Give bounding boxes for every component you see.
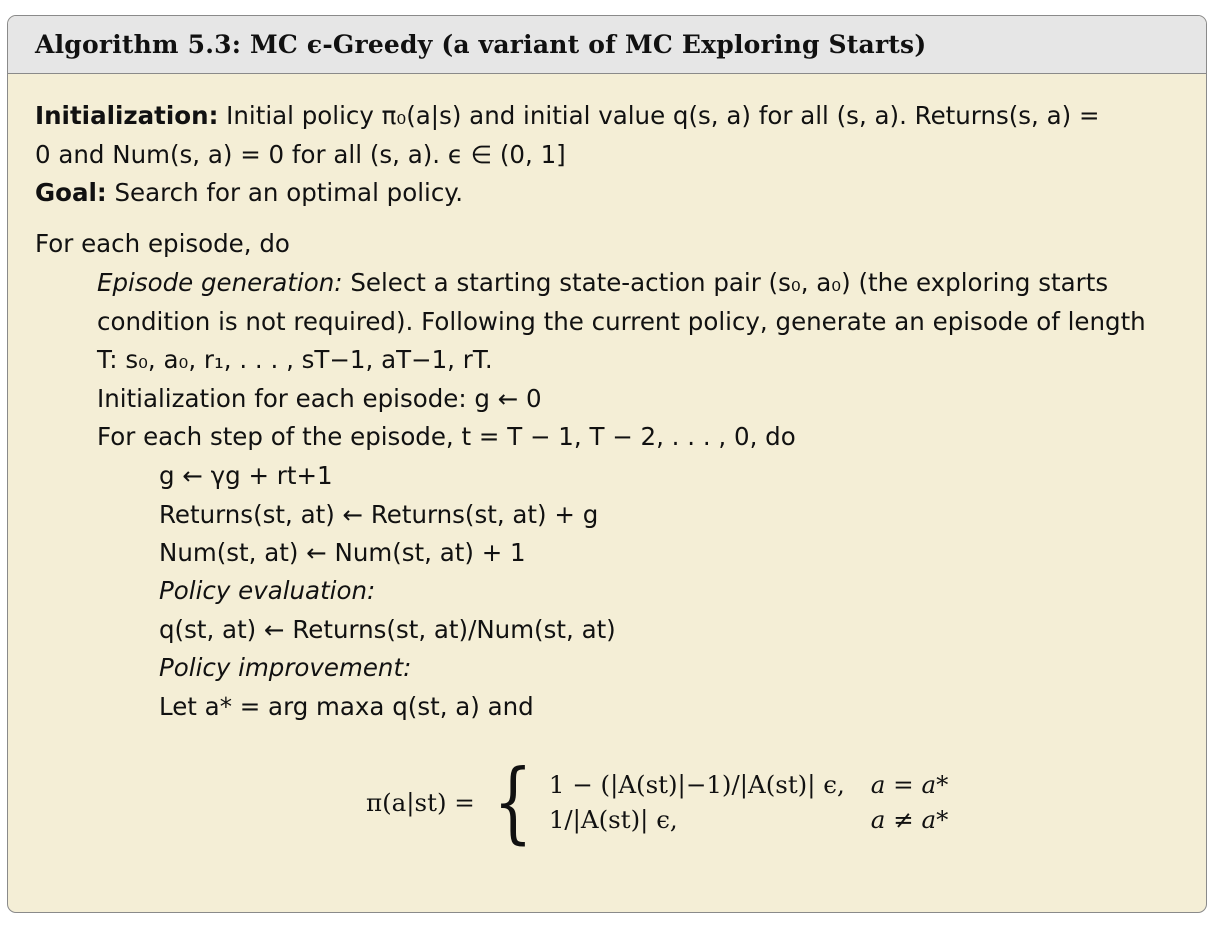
goal-label: Goal: (35, 178, 107, 207)
policy-impr-text: Let a* = arg maxa q(st, a) and (159, 692, 534, 721)
episode-gen-label: Episode generation: (97, 268, 343, 297)
policy-impr-label: Policy improvement: (159, 653, 412, 682)
goal-text: Search for an optimal policy. (114, 178, 464, 207)
step-num-line (159, 537, 526, 569)
for-each-episode (35, 228, 290, 260)
init-line-2 (35, 139, 566, 171)
policy-piecewise-equation (366, 750, 949, 853)
for-each-episode-text: For each episode, do (35, 229, 290, 258)
step-g-line (159, 460, 333, 492)
policy-impr-label-line (159, 652, 411, 684)
piecewise-cases (549, 770, 949, 834)
episode-gen-line-3 (97, 344, 493, 376)
episode-gen-text-1: Select a starting state-action pair (s₀, a₀) (the exploring starts (350, 268, 1109, 297)
for-each-step-line (97, 421, 796, 453)
for-each-step-text: For each step of the episode, t = T − 1, T − 2, . . . , 0, do (97, 422, 796, 451)
case2-value: 1/|A(st)| ϵ, (548, 805, 678, 834)
episode-gen-line-2 (97, 306, 1146, 338)
episode-gen-text-3: T: s₀, a₀, r₁, . . . , sT−1, aT−1, rT. (97, 345, 493, 374)
algorithm-title (8, 16, 1206, 74)
case2-condition: a ≠ a* (870, 805, 949, 834)
init-text-2: 0 and Num(s, a) = 0 for all (s, a). ϵ ∈ (0, 1] (35, 140, 566, 169)
step-num-text: Num(st, at) ← Num(st, at) + 1 (159, 538, 526, 567)
step-returns-line (159, 499, 598, 531)
policy-eval-label-line (159, 575, 375, 607)
policy-impr-line (159, 691, 534, 723)
init-label: Initialization: (35, 101, 219, 130)
left-brace-icon: { (493, 750, 533, 853)
init-each-episode-line (97, 383, 542, 415)
piecewise-lhs: π(a|st) = (366, 787, 475, 817)
policy-eval-text: q(st, at) ← Returns(st, at)/Num(st, at) (159, 615, 616, 644)
step-returns-text: Returns(st, at) ← Returns(st, at) + g (159, 500, 599, 529)
policy-eval-label: Policy evaluation: (159, 576, 376, 605)
episode-gen-text-2: condition is not required). Following the current policy, generate an episode of length (97, 307, 1146, 336)
init-line-1 (35, 100, 1100, 132)
case1-condition: a = a* (870, 770, 949, 799)
init-each-episode-text: Initialization for each episode: g ← 0 (97, 384, 542, 413)
goal-line (35, 177, 463, 209)
policy-eval-line (159, 614, 616, 646)
algorithm-title-text: Algorithm 5.3: MC ϵ-Greedy (a variant of MC Exploring Starts) (35, 30, 927, 59)
case1-value: 1 − (|A(st)|−1)/|A(st)| ϵ, (548, 770, 845, 799)
step-g-text: g ← γg + rt+1 (159, 461, 333, 490)
init-text-1: Initial policy π₀(a|s) and initial value q(s, a) for all (s, a). Returns(s, a) = (226, 101, 1100, 130)
episode-gen-line-1 (97, 267, 1108, 299)
